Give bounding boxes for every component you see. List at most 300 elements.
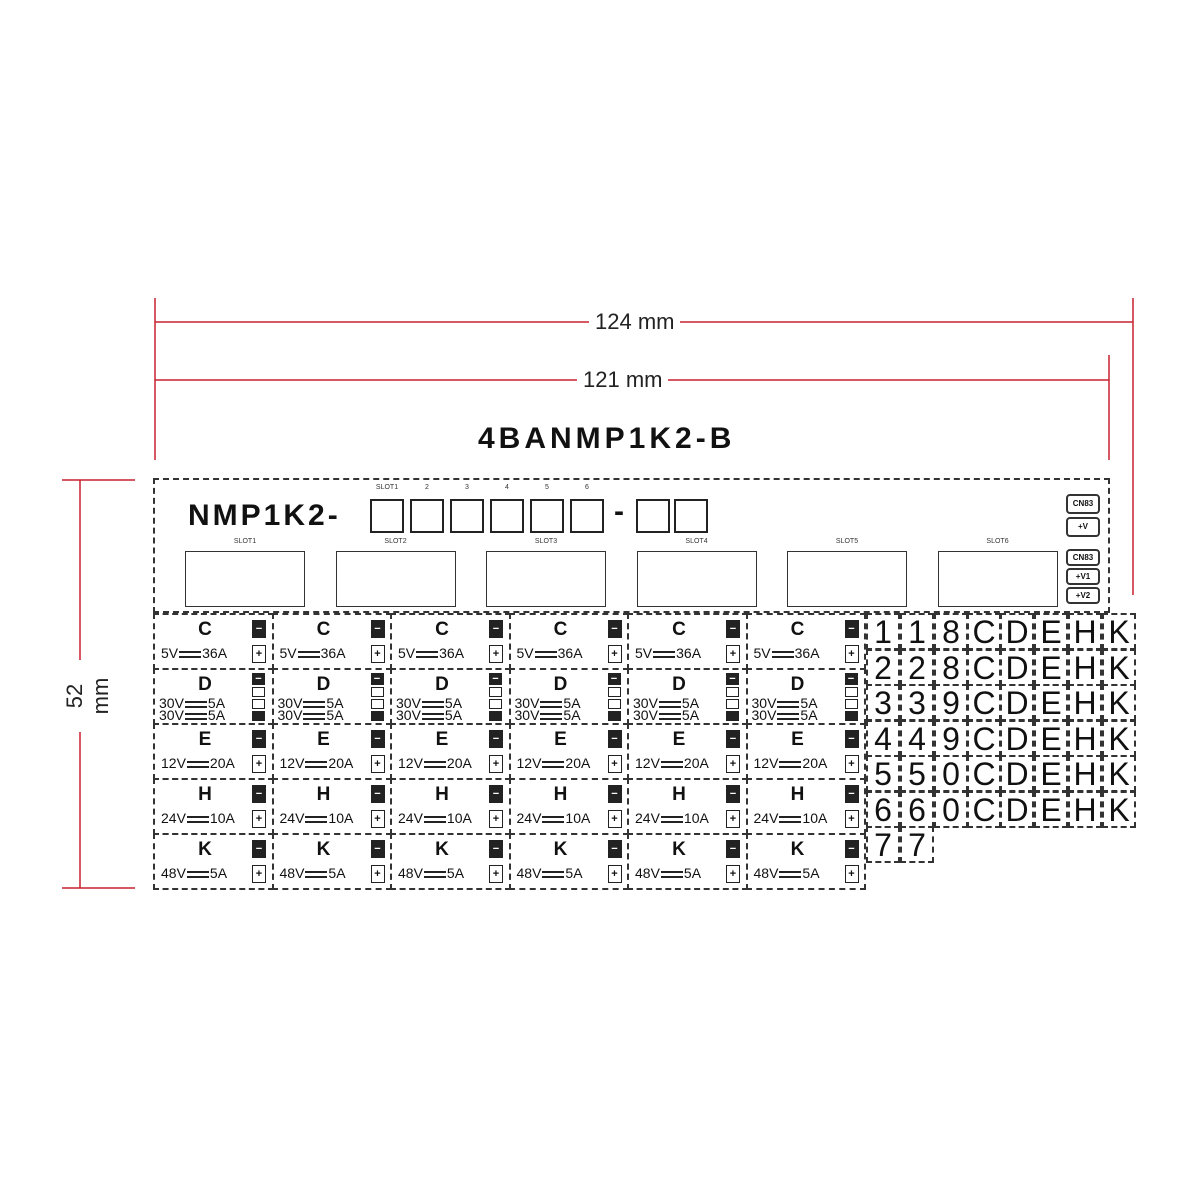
terminal-negative-icon <box>252 711 265 721</box>
module-rating <box>754 865 820 881</box>
voltage: 24V <box>635 810 660 826</box>
terminal-positive-icon: + <box>608 865 622 883</box>
voltage: 5V <box>753 645 771 661</box>
terminal-negative-icon: − <box>845 620 859 638</box>
terminal-negative-icon <box>489 711 502 721</box>
module-rating <box>161 865 227 881</box>
dc-symbol <box>777 712 799 721</box>
terminal-positive-icon: + <box>726 865 740 883</box>
voltage: 5V <box>398 645 416 661</box>
voltage: 24V <box>161 810 186 826</box>
terminal-positive-icon: + <box>608 645 622 663</box>
model-code-box <box>570 499 604 533</box>
module-cell <box>153 613 274 670</box>
module-rating-2 <box>278 709 344 722</box>
sticker-cell: D <box>1000 755 1034 792</box>
dc-symbol <box>424 760 446 769</box>
module-letter: K <box>790 839 805 860</box>
dc-symbol <box>653 650 675 659</box>
dc-symbol <box>187 760 209 769</box>
voltage: 30V <box>633 695 658 711</box>
terminal-icon <box>252 699 265 709</box>
sticker-cell: 1 <box>900 613 934 650</box>
module-cell <box>627 613 748 670</box>
module-rating <box>635 810 709 826</box>
model-code-box <box>370 499 404 533</box>
voltage: 12V <box>635 755 660 771</box>
plus-v-badge: +V <box>1066 517 1100 537</box>
sticker-cell: E <box>1034 649 1068 686</box>
sticker-cell: H <box>1068 649 1102 686</box>
module-letter: C <box>316 619 331 640</box>
module-rating <box>635 645 701 661</box>
terminal-negative-icon: − <box>726 673 739 685</box>
slot-label: SLOT6 <box>986 538 1009 545</box>
module-rating <box>635 865 701 881</box>
slot-label: SLOT3 <box>534 538 558 545</box>
dc-symbol <box>422 700 444 709</box>
voltage: 48V <box>279 865 305 881</box>
terminal-negative-icon: − <box>371 785 385 803</box>
module-rating <box>280 645 346 661</box>
sticker-cell: 8 <box>934 649 968 686</box>
terminal-negative-icon: − <box>845 673 858 685</box>
dc-symbol <box>661 870 683 879</box>
terminal-icon <box>726 687 739 697</box>
module-rating <box>280 865 346 881</box>
connector-badges-top <box>1066 490 1106 540</box>
sticker-cell: E <box>1034 755 1068 792</box>
slot-number-label: 5 <box>545 484 549 491</box>
cn83-badge-2: CN83 <box>1066 549 1100 566</box>
terminal-negative-icon: − <box>726 730 740 748</box>
sticker-cell: E <box>1034 791 1068 828</box>
terminal-positive-icon: + <box>726 755 740 773</box>
current: 20A <box>446 755 472 771</box>
terminal-negative-icon <box>726 711 739 721</box>
voltage: 30V <box>514 695 540 711</box>
module-letter: D <box>435 674 449 695</box>
terminal-negative-icon: − <box>726 785 740 803</box>
voltage: 30V <box>277 695 303 711</box>
terminal-icon <box>845 687 858 697</box>
slot-number-label: 6 <box>585 484 589 491</box>
voltage: 30V <box>514 707 540 723</box>
terminal-positive-icon: + <box>489 755 503 773</box>
module-letter: E <box>554 729 567 750</box>
current: 36A <box>439 645 465 661</box>
terminal-negative-icon: − <box>252 730 266 748</box>
module-cell <box>746 778 867 835</box>
terminal-positive-icon: + <box>252 755 266 773</box>
terminal-positive-icon: + <box>608 755 622 773</box>
terminal-positive-icon: + <box>489 865 503 883</box>
sticker-cell: 7 <box>866 826 900 863</box>
sticker-cell: 4 <box>900 720 934 757</box>
dc-symbol <box>305 760 327 769</box>
dc-symbol <box>187 815 209 824</box>
module-rating-2 <box>752 709 818 722</box>
current: 5A <box>563 707 581 723</box>
sticker-cell: C <box>967 684 1001 721</box>
connector-badges-bottom <box>1066 546 1106 608</box>
dc-symbol <box>185 712 207 721</box>
dc-symbol <box>540 712 562 721</box>
module-cell <box>746 833 867 890</box>
terminal-negative-icon: − <box>608 785 622 803</box>
module-rating <box>280 755 354 771</box>
terminal-negative-icon: − <box>371 730 385 748</box>
sticker-cell: C <box>967 720 1001 757</box>
module-rating-2 <box>396 709 462 722</box>
module-rating-2 <box>633 709 699 722</box>
terminal-negative-icon: − <box>371 673 384 685</box>
module-letter: H <box>790 784 805 805</box>
dc-symbol <box>416 650 438 659</box>
voltage: 48V <box>516 865 542 881</box>
module-rating <box>517 810 591 826</box>
current: 20A <box>802 755 828 771</box>
sticker-cell: 5 <box>866 755 900 792</box>
terminal-positive-icon: + <box>371 645 385 663</box>
module-cell <box>153 723 274 780</box>
terminal-negative-icon: − <box>489 730 503 748</box>
terminal-positive-icon: + <box>608 810 622 828</box>
sticker-cell: E <box>1034 613 1068 650</box>
voltage: 30V <box>633 707 658 723</box>
sticker-cell: D <box>1000 613 1034 650</box>
slot-label: SLOT4 <box>685 538 708 545</box>
module-letter: E <box>317 729 330 750</box>
sticker-cell: K <box>1102 791 1136 828</box>
slot-number-labels <box>368 484 608 496</box>
sticker-grid <box>866 613 1136 863</box>
plus-v2-badge: +V2 <box>1066 587 1100 604</box>
overall-width-label: 124 mm <box>589 309 680 335</box>
terminal-icon <box>726 699 739 709</box>
sticker-cell: H <box>1068 720 1102 757</box>
module-letter: C <box>672 619 686 640</box>
slot-number-label: 3 <box>465 484 469 491</box>
terminal-negative-icon: − <box>726 620 740 638</box>
height-label: 52 mm <box>62 660 114 732</box>
module-cell <box>509 723 630 780</box>
module-cell <box>390 613 511 670</box>
module-cell <box>390 668 511 725</box>
module-cell <box>272 723 393 780</box>
module-cell <box>627 668 748 725</box>
module-letter: E <box>672 729 686 750</box>
voltage: 5V <box>635 645 653 661</box>
terminal-positive-icon: + <box>845 810 859 828</box>
module-cell <box>509 833 630 890</box>
dc-symbol <box>179 650 201 659</box>
module-rating <box>517 645 583 661</box>
dc-symbol <box>779 815 801 824</box>
terminal-negative-icon: − <box>371 620 385 638</box>
model-prefix: NMP1K2- <box>188 499 341 532</box>
voltage: 12V <box>161 755 186 771</box>
module-cell <box>627 778 748 835</box>
sticker-cell: 1 <box>866 613 900 650</box>
terminal-positive-icon: + <box>845 865 859 883</box>
terminal-positive-icon: + <box>371 755 385 773</box>
current: 10A <box>802 810 828 826</box>
terminal-icon <box>489 699 502 709</box>
dc-symbol <box>303 700 325 709</box>
module-rating <box>754 755 828 771</box>
terminal-negative-icon: − <box>489 840 503 858</box>
dc-symbol <box>542 870 564 879</box>
module-letter: K <box>435 839 449 860</box>
module-letter: C <box>435 619 449 640</box>
module-rating <box>517 865 583 881</box>
terminal-positive-icon: + <box>252 645 266 663</box>
sticker-cell: K <box>1102 720 1136 757</box>
current: 5A <box>444 695 463 711</box>
current: 36A <box>676 645 702 661</box>
dc-symbol <box>659 712 681 721</box>
module-cell <box>272 613 393 670</box>
model-code-box <box>410 499 444 533</box>
voltage: 5V <box>279 645 297 661</box>
terminal-negative-icon: − <box>252 673 265 685</box>
current: 5A <box>681 707 700 723</box>
module-cell <box>390 778 511 835</box>
current: 5A <box>326 707 344 723</box>
sticker-cell: C <box>967 613 1001 650</box>
module-cell <box>390 723 511 780</box>
voltage: 48V <box>635 865 660 881</box>
sticker-cell: H <box>1068 613 1102 650</box>
terminal-positive-icon: + <box>489 645 503 663</box>
module-cell <box>509 668 630 725</box>
dc-symbol <box>185 700 207 709</box>
slot-window <box>486 551 606 607</box>
sticker-cell: K <box>1102 649 1136 686</box>
sticker-cell: 3 <box>866 684 900 721</box>
current: 5A <box>328 865 346 881</box>
sticker-cell: H <box>1068 684 1102 721</box>
sticker-cell: 6 <box>866 791 900 828</box>
sticker-cell: 6 <box>900 791 934 828</box>
module-cell <box>509 778 630 835</box>
dc-symbol <box>661 815 683 824</box>
sticker-cell: 9 <box>934 720 968 757</box>
module-rating-2 <box>159 709 225 722</box>
terminal-negative-icon <box>608 711 621 721</box>
slot-window <box>938 551 1058 607</box>
terminal-negative-icon: − <box>489 620 503 638</box>
slot-windows <box>185 538 1065 613</box>
module-letter: K <box>198 839 212 860</box>
terminal-negative-icon: − <box>608 840 622 858</box>
cn83-badge: CN83 <box>1066 494 1100 514</box>
terminal-positive-icon: + <box>252 810 266 828</box>
module-rating <box>398 645 464 661</box>
inner-width-label: 121 mm <box>577 367 668 393</box>
sticker-cell: C <box>967 755 1001 792</box>
terminal-icon <box>608 687 621 697</box>
model-separator: - <box>614 495 627 528</box>
current: 20A <box>683 755 709 771</box>
module-rating-grid <box>153 613 868 891</box>
dc-symbol <box>535 650 557 659</box>
plus-v1-badge: +V1 <box>1066 568 1100 585</box>
sticker-cell: C <box>967 791 1001 828</box>
slot-window <box>787 551 907 607</box>
current: 5A <box>800 695 818 711</box>
slot-number-label: SLOT1 <box>375 484 399 491</box>
terminal-icon <box>489 687 502 697</box>
current: 5A <box>683 865 702 881</box>
module-rating <box>398 865 464 881</box>
module-letter: H <box>316 784 331 805</box>
current: 10A <box>328 810 354 826</box>
terminal-icon <box>252 687 265 697</box>
module-letter: E <box>791 729 804 750</box>
voltage: 24V <box>753 810 779 826</box>
terminal-negative-icon: − <box>252 840 266 858</box>
model-code-boxes <box>368 497 708 533</box>
voltage: 30V <box>751 695 777 711</box>
voltage: 48V <box>753 865 779 881</box>
sticker-cell: 2 <box>866 649 900 686</box>
sticker-cell: D <box>1000 720 1034 757</box>
sticker-cell: H <box>1068 791 1102 828</box>
voltage: 30V <box>277 707 303 723</box>
terminal-negative-icon: − <box>371 840 385 858</box>
sticker-cell: 4 <box>866 720 900 757</box>
sticker-cell: 5 <box>900 755 934 792</box>
voltage: 5V <box>516 645 534 661</box>
module-cell <box>746 668 867 725</box>
voltage: 12V <box>279 755 305 771</box>
module-cell <box>746 613 867 670</box>
terminal-negative-icon: − <box>252 620 266 638</box>
terminal-negative-icon <box>371 711 384 721</box>
terminal-negative-icon: − <box>608 620 622 638</box>
terminal-negative-icon: − <box>726 840 740 858</box>
voltage: 48V <box>398 865 423 881</box>
slot-label: SLOT2 <box>384 538 407 545</box>
module-letter: H <box>672 784 686 805</box>
sticker-cell: 0 <box>934 791 968 828</box>
terminal-positive-icon: + <box>489 810 503 828</box>
voltage: 30V <box>751 707 777 723</box>
module-cell <box>153 668 274 725</box>
voltage: 24V <box>398 810 423 826</box>
voltage: 12V <box>753 755 779 771</box>
module-cell <box>627 833 748 890</box>
dc-symbol <box>779 760 801 769</box>
sticker-cell: H <box>1068 755 1102 792</box>
module-letter: H <box>553 784 568 805</box>
module-letter: D <box>198 674 212 695</box>
dc-symbol <box>772 650 794 659</box>
slot-label: SLOT5 <box>835 538 859 545</box>
sticker-cell: 8 <box>934 613 968 650</box>
module-rating <box>517 755 591 771</box>
current: 5A <box>207 695 226 711</box>
dc-symbol <box>305 815 327 824</box>
voltage: 5V <box>161 645 179 661</box>
module-letter: D <box>790 674 805 695</box>
module-rating <box>754 810 828 826</box>
module-letter: E <box>435 729 449 750</box>
slot-number-label: 2 <box>425 484 429 491</box>
module-letter: C <box>553 619 568 640</box>
terminal-negative-icon: − <box>489 785 503 803</box>
sticker-cell: K <box>1102 684 1136 721</box>
sticker-cell: 7 <box>900 826 934 863</box>
voltage: 24V <box>279 810 305 826</box>
module-rating <box>398 755 472 771</box>
terminal-negative-icon: − <box>845 840 859 858</box>
current: 10A <box>209 810 235 826</box>
dc-symbol <box>424 815 446 824</box>
terminal-positive-icon: + <box>371 810 385 828</box>
dc-symbol <box>659 700 681 709</box>
module-rating <box>161 810 235 826</box>
sticker-cell: 3 <box>900 684 934 721</box>
terminal-positive-icon: + <box>845 645 859 663</box>
module-cell <box>627 723 748 780</box>
dc-symbol <box>779 870 801 879</box>
dc-symbol <box>298 650 320 659</box>
module-cell <box>272 668 393 725</box>
voltage: 12V <box>516 755 542 771</box>
slot-window <box>637 551 757 607</box>
current: 5A <box>446 865 465 881</box>
module-letter: C <box>198 619 212 640</box>
current: 36A <box>320 645 346 661</box>
current: 5A <box>563 695 581 711</box>
terminal-negative-icon: − <box>845 730 859 748</box>
current: 5A <box>802 865 820 881</box>
voltage: 30V <box>159 707 184 723</box>
terminal-negative-icon: − <box>608 730 622 748</box>
slot-window <box>336 551 456 607</box>
model-code-box <box>450 499 484 533</box>
module-letter: D <box>672 674 686 695</box>
module-letter: C <box>790 619 805 640</box>
dc-symbol <box>422 712 444 721</box>
module-letter: D <box>553 674 568 695</box>
module-cell <box>272 833 393 890</box>
terminal-positive-icon: + <box>371 865 385 883</box>
terminal-positive-icon: + <box>845 755 859 773</box>
model-code-box <box>530 499 564 533</box>
voltage: 30V <box>396 695 421 711</box>
module-rating <box>161 645 227 661</box>
module-letter: H <box>435 784 449 805</box>
dc-symbol <box>542 760 564 769</box>
model-suffix-box <box>636 499 670 533</box>
terminal-icon <box>608 699 621 709</box>
module-letter: K <box>672 839 686 860</box>
slot-window <box>185 551 305 607</box>
current: 5A <box>681 695 700 711</box>
current: 10A <box>446 810 472 826</box>
current: 5A <box>209 865 228 881</box>
module-rating <box>398 810 472 826</box>
terminal-negative-icon: − <box>252 785 266 803</box>
current: 10A <box>565 810 591 826</box>
terminal-negative-icon: − <box>489 673 502 685</box>
voltage: 30V <box>159 695 184 711</box>
current: 5A <box>800 707 818 723</box>
